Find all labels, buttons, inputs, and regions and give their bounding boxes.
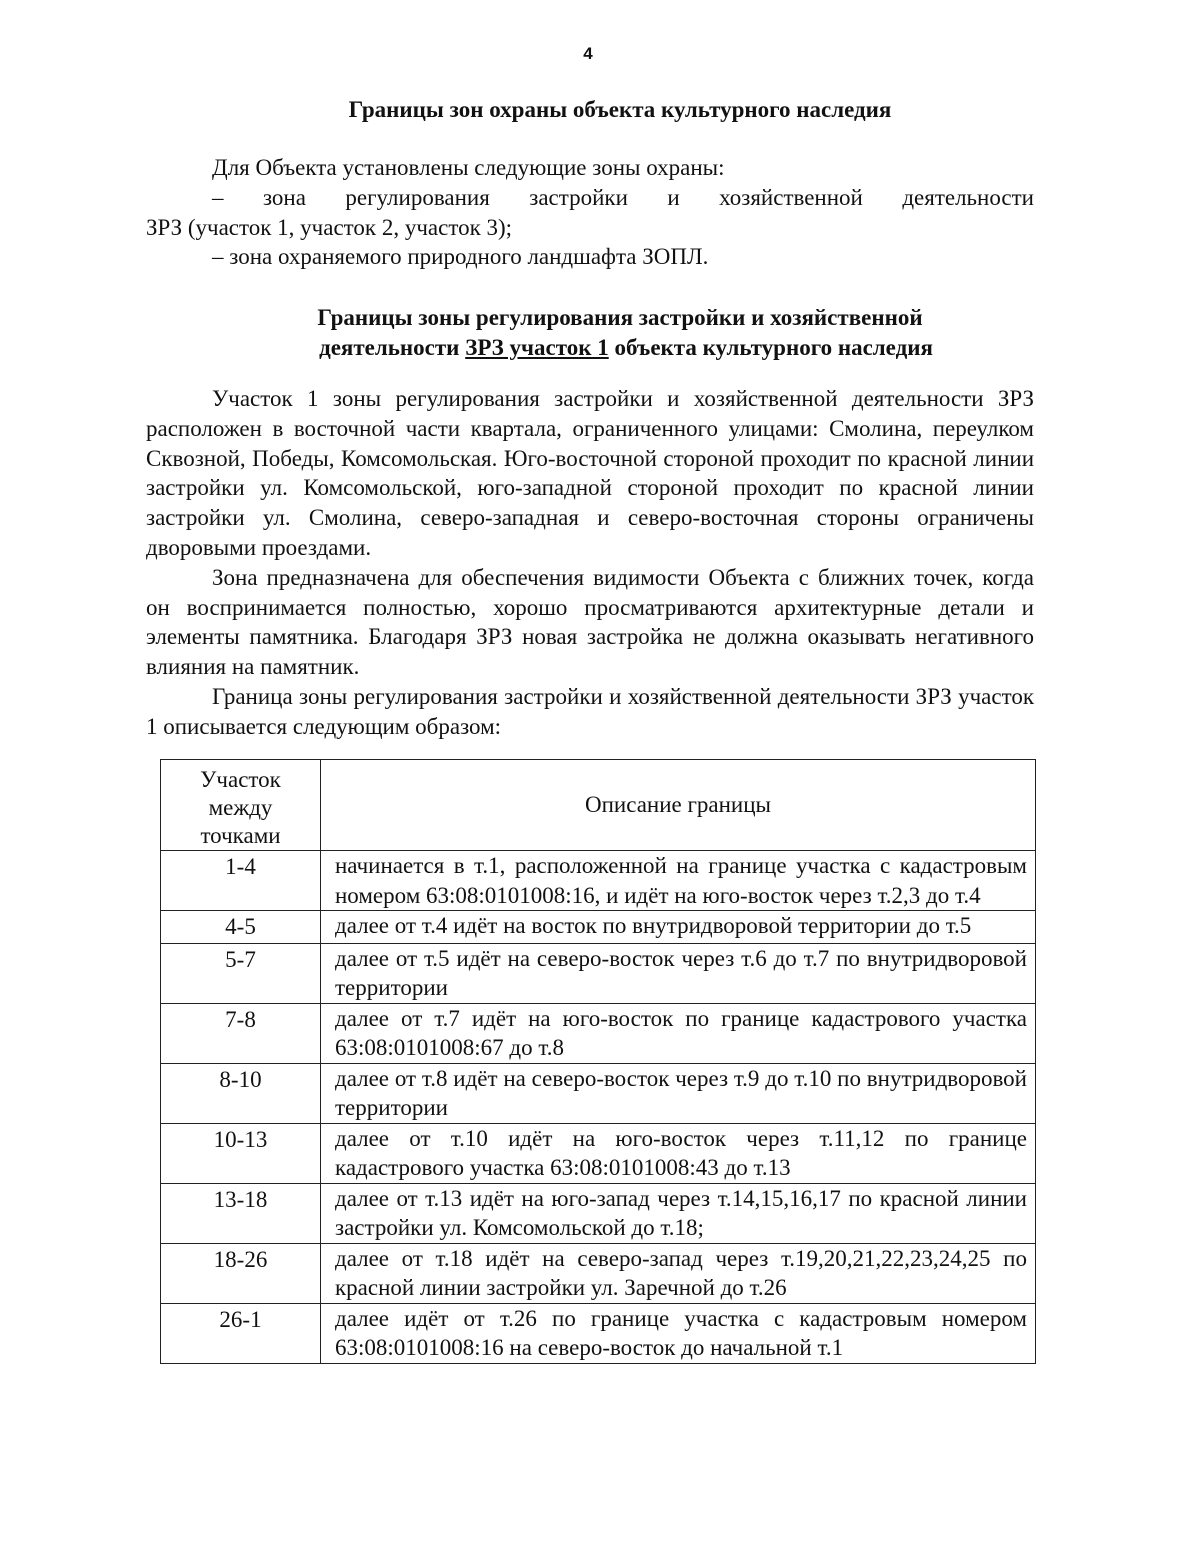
description-cell: далее от т.18 идёт на северо-запад через т.19,20,21,22,23,24,25 по красной линии застройки ул. Заречной до т.26 (321, 1243, 1036, 1303)
segment-cell: 10-13 (161, 1123, 321, 1183)
segment-cell: 5-7 (161, 943, 321, 1003)
table-row (161, 1183, 1036, 1243)
segment-cell: 13-18 (161, 1183, 321, 1243)
table-row (161, 1123, 1036, 1183)
intro-line: ЗРЗ (участок 1, участок 2, участок 3); (146, 214, 513, 240)
table-row (161, 851, 1036, 911)
description-cell: далее от т.4 идёт на восток по внутридворовой территории до т.5 (321, 911, 1036, 944)
heading-zrz-underlined: ЗРЗ участок 1 (465, 335, 609, 360)
table-row (161, 1063, 1036, 1123)
heading-zrz-line1: Границы зоны регулирования застройки и хозяйственной (317, 305, 923, 330)
header-segment-line: между (208, 795, 273, 820)
heading-zrz-post: объекта культурного наследия (608, 335, 933, 360)
table-header-row (161, 760, 1036, 851)
segment-cell: 1-4 (161, 851, 321, 911)
table-row (161, 1003, 1036, 1063)
description-cell: далее от т.8 идёт на северо-восток через т.9 до т.10 по внутридворовой территории (321, 1063, 1036, 1123)
page-number: 4 (583, 44, 593, 63)
header-segment (161, 760, 321, 851)
boundary-table (160, 759, 1036, 1364)
header-segment-line: точками (200, 823, 281, 848)
heading-zrz-line2 (160, 335, 1092, 361)
paragraph: Граница зоны регулирования застройки и хозяйственной деятельности ЗРЗ участок 1 описывается следующим образом: (146, 683, 1034, 739)
description-cell: далее идёт от т.26 по границе участка с кадастровым номером 63:08:0101008:16 на северо-восток до начальной т.1 (321, 1303, 1036, 1363)
description-cell: далее от т.7 идёт на юго-восток по границе кадастрового участка 63:08:0101008:67 до т.8 (321, 1003, 1036, 1063)
table-row (161, 911, 1036, 944)
intro-block (146, 153, 1034, 272)
intro-line: Для Объекта установлены следующие зоны охраны: (212, 155, 725, 180)
table-row (161, 1303, 1036, 1363)
description-cell: начинается в т.1, расположенной на границе участка с кадастровым номером 63:08:0101008:16, и идёт на юго-восток через т.2,3 до т.4 (321, 851, 1036, 911)
paragraph: Участок 1 зоны регулирования застройки и хозяйственной деятельности ЗРЗ расположен в восточной части квартала, ограниченного улицами: Смолина, переулком Сквозной, Победы, Комсомольская. Юго-восточной стороной проходит по красной линии застройки ул. Комсомольской, юго-западной стороной проходит по красной линии застройки ул. Смолина, северо-западная и северо-восточная стороны ограничены дворовыми проездами. (146, 386, 1034, 560)
intro-line: – зона охраняемого природного ландшафта ЗОПЛ. (212, 244, 709, 270)
segment-cell: 8-10 (161, 1063, 321, 1123)
header-segment-line: Участок (200, 767, 281, 792)
paragraph: Зона предназначена для обеспечения видимости Объекта с ближних точек, когда он воспринимается полностью, хорошо просматриваются архитектурные детали и элементы памятника. Благодаря ЗРЗ новая застройка не должна оказывать негативного влияния на памятник. (146, 564, 1034, 680)
segment-cell: 7-8 (161, 1003, 321, 1063)
description-cell: далее от т.5 идёт на северо-восток через т.6 до т.7 по внутридворовой территории (321, 943, 1036, 1003)
intro-line: – зона регулирования застройки и хозяйственной деятельности (212, 184, 1034, 210)
header-description: Описание границы (321, 760, 1036, 851)
table-row (161, 943, 1036, 1003)
heading-zrz-pre: деятельности (319, 335, 466, 360)
body-paragraphs (146, 384, 1034, 742)
table-row (161, 1243, 1036, 1303)
segment-cell: 4-5 (161, 911, 321, 944)
description-cell: далее от т.13 идёт на юго-запад через т.14,15,16,17 по красной линии застройки ул. Комсомольской до т.18; (321, 1183, 1036, 1243)
segment-cell: 26-1 (161, 1303, 321, 1363)
description-cell: далее от т.10 идёт на юго-восток через т.11,12 по границе кадастрового участка 63:08:0101008:43 до т.13 (321, 1123, 1036, 1183)
heading-main: Границы зон охраны объекта культурного наследия (348, 97, 892, 122)
segment-cell: 18-26 (161, 1243, 321, 1303)
